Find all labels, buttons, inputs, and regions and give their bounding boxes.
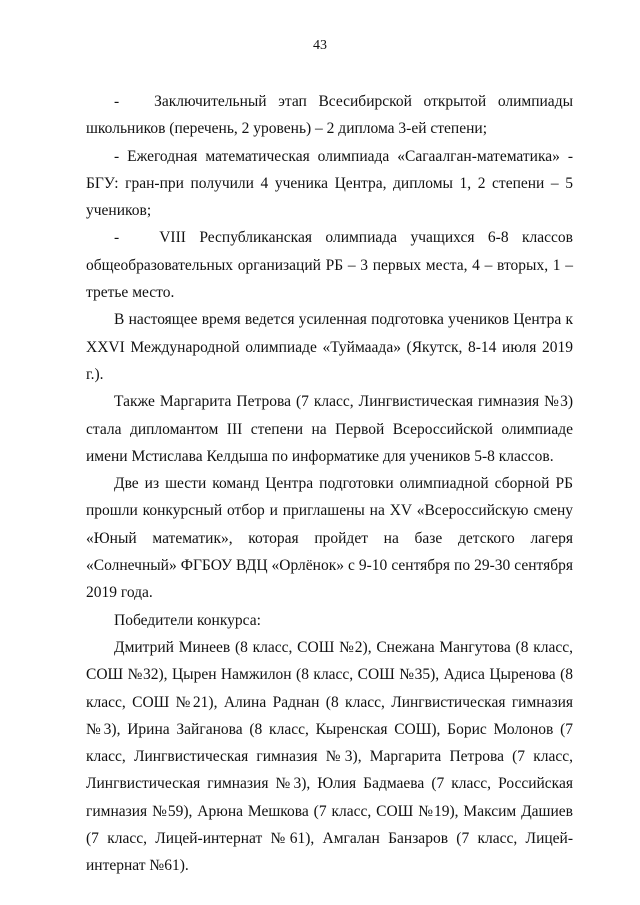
paragraph-bullet-sagaalgan: - Ежегодная математическая олимпиада «Сагаалган-математика» - БГУ: гран-при получили 4 ученика Центра, дипломы 1, 2 степени – 5 учеников; [86,147,573,220]
body-text [86,88,573,880]
paragraph-winners-heading: Победители конкурса: [114,611,261,629]
page-number: 43 [313,38,327,53]
paragraph-orlyonok: Две из шести команд Центра подготовки олимпиадной сборной РБ прошли конкурсный отбор и приглашены на XV «Всероссийскую смену «Юный математик», которая пройдет на базе детского лагеря «Солнечный» ФГБОУ ВДЦ «Орлёнок» с 9-10 сентября по 29-30 сентября 2019 года. [86,475,573,602]
paragraph-tuymaada: В настоящее время ведется усиленная подготовка учеников Центра к XXVI Международной олимпиаде «Туймаада» (Якутск, 8-14 июля 2019 г.). [86,311,573,383]
paragraph-bullet-republican: - VIII Республиканская олимпиада учащихся 6-8 классов общеобразовательных организаций РБ – 3 первых места, 4 – вторых, 1 – третье место. [86,229,573,302]
paragraph-winners-list: Дмитрий Минеев (8 класс, СОШ №2), Снежана Мангутова (8 класс, СОШ №32), Цырен Намжилон (8 класс, СОШ №35), Адиса Цыренова (8 класс, СОШ №21), Алина Раднан (8 класс, Лингвистическая гимназия №3), Ирина Зайганова (8 класс, Кыренская СОШ), Борис Молонов (7 класс, Лингвистическая гимназия №3), Маргарита Петрова (7 класс, Лингвистическая гимназия №3), Юлия Бадмаева (7 класс, Российская гимназия №59), Арюна Мешкова (7 класс, СОШ №19), Максим Дашиев (7 класс, Лицей-интернат №61), Амгалан Банзаров (7 класс, Лицей-интернат №61). [86,638,573,875]
paragraph-keldysh: Также Маргарита Петрова (7 класс, Лингвистическая гимназия №3) стала дипломантом III степени на Первой Всероссийской олимпиаде имени Мстислава Келдыша по информатике для учеников 5-8 классов. [86,393,573,465]
paragraph-bullet-vsesibirskaya: - Заключительный этап Всесибирской открытой олимпиады школьников (перечень, 2 уровень) – 2 диплома 3-ей степени; [86,93,573,138]
